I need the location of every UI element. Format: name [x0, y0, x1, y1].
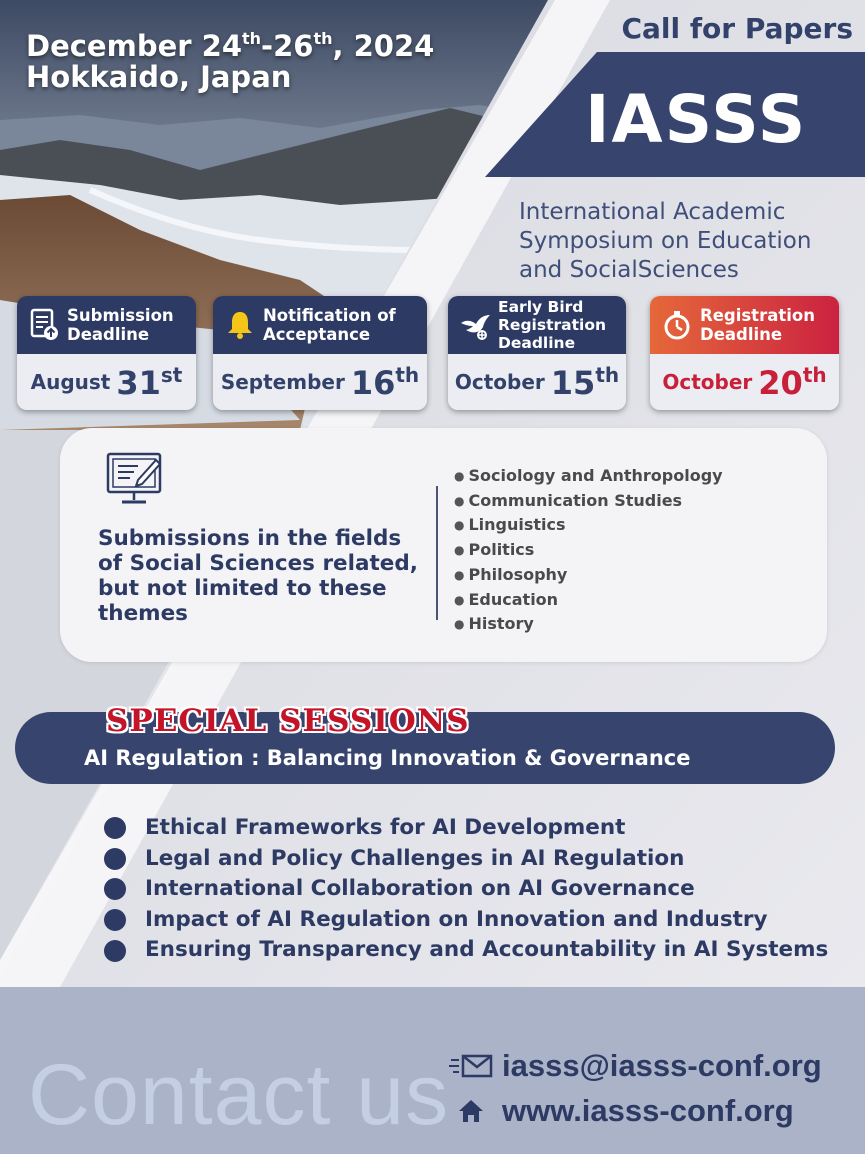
bullet-icon [104, 848, 126, 870]
list-item: Ethical Frameworks for AI Development [104, 813, 828, 844]
list-item: International Collaboration on AI Governance [104, 874, 828, 905]
event-dates: December 24th-26th, 2024 [26, 29, 435, 63]
deadline-month: October [454, 370, 545, 394]
contact-email[interactable]: iasss@iasss-conf.org [502, 1048, 822, 1083]
deadline-label: Submission Deadline [67, 306, 174, 344]
document-upload-icon [25, 306, 63, 344]
deadline-label: Notification of Acceptance [263, 306, 396, 344]
deadline-label: Early Bird Registration Deadline [498, 298, 607, 352]
list-item: ● Communication Studies [454, 489, 723, 514]
deadline-label: Registration Deadline [700, 306, 815, 344]
list-item: ● Philosophy [454, 563, 723, 588]
deadline-card-submission [17, 296, 196, 410]
call-for-papers-heading: Call for Papers [621, 12, 853, 45]
deadline-card-notification [213, 296, 427, 410]
bullet-icon [104, 817, 126, 839]
deadline-day: 31st [116, 362, 183, 402]
stopwatch-icon [658, 306, 696, 344]
conference-full-name: International Academic Symposium on Education and SocialSciences [519, 199, 812, 283]
bullet-icon [104, 909, 126, 931]
bullet-icon [104, 940, 126, 962]
contact-website-row [448, 1093, 794, 1129]
contact-website[interactable]: www.iasss-conf.org [502, 1093, 794, 1128]
deadline-card-early-bird [448, 296, 626, 410]
list-item: Legal and Policy Challenges in AI Regulation [104, 844, 828, 875]
list-item: ● History [454, 612, 723, 637]
special-sessions-title: SPECIAL SESSIONS [106, 703, 470, 739]
home-icon [448, 1098, 494, 1124]
list-item: ● Education [454, 588, 723, 613]
list-item: ● Sociology and Anthropology [454, 464, 723, 489]
list-item: ● Linguistics [454, 513, 723, 538]
conference-acronym: IASSS [585, 81, 808, 158]
deadline-month: August [30, 370, 111, 394]
list-item: Ensuring Transparency and Accountability in AI Systems [104, 935, 828, 966]
deadline-day: 16th [350, 362, 420, 402]
deadline-day: 20th [758, 362, 827, 402]
themes-divider [436, 486, 438, 620]
themes-panel [60, 428, 827, 662]
bell-icon [221, 306, 259, 344]
deadline-month: October [662, 370, 753, 394]
themes-list [454, 464, 723, 637]
deadline-card-registration [650, 296, 839, 410]
deadline-month: September [220, 370, 345, 394]
contact-heading: Contact us [28, 1047, 450, 1143]
bullet-icon [104, 878, 126, 900]
envelope-icon [448, 1054, 494, 1078]
list-item: Impact of AI Regulation on Innovation and Industry [104, 905, 828, 936]
list-item: ● Politics [454, 538, 723, 563]
special-sessions-subtitle: AI Regulation : Balancing Innovation & Governance [84, 746, 691, 770]
themes-intro: Submissions in the fields of Social Sciences related, but not limited to these themes [98, 526, 418, 626]
contact-email-row [448, 1048, 822, 1084]
monitor-writing-icon [104, 450, 166, 514]
event-location: Hokkaido, Japan [26, 60, 292, 94]
bird-icon [456, 306, 494, 344]
special-sessions-list [104, 813, 828, 966]
deadline-day: 15th [550, 362, 620, 402]
